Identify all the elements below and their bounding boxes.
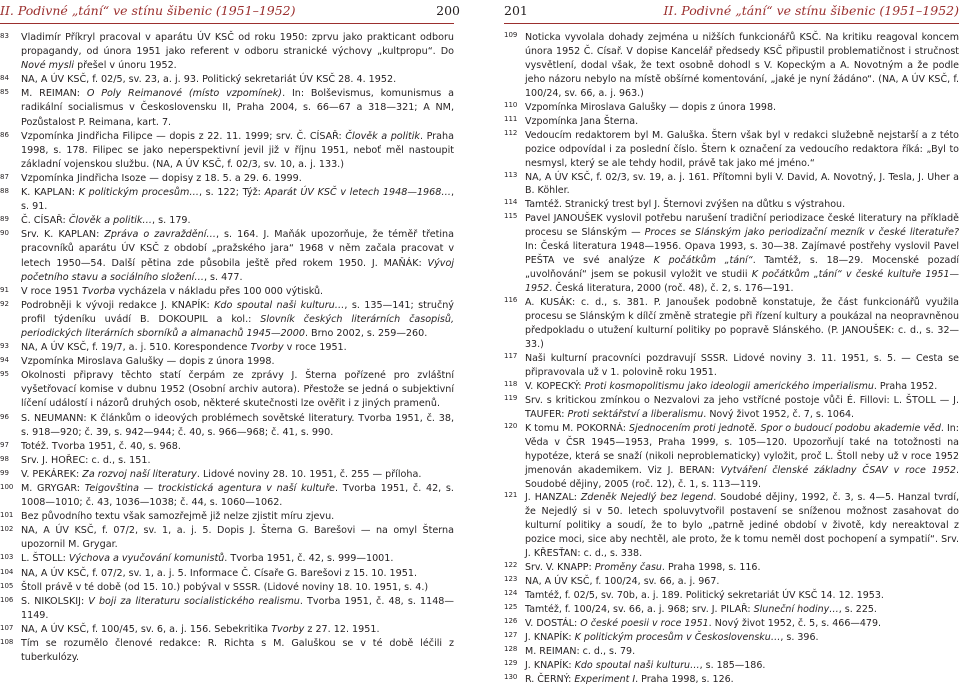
footnote-90 bbox=[0, 228, 454, 284]
footnote-italic-title: O české poesii v roce 1951 bbox=[580, 618, 709, 630]
footnote-number: 129 bbox=[504, 658, 518, 667]
footnote-italic-title: Sjednocením proti jednotě. Spor o budoucí podobu akademie věd bbox=[628, 422, 941, 434]
footnote-text: M. GRYGAR: bbox=[21, 483, 85, 494]
running-title: II. Podivné „tání“ ve stínu šibenic (1951–1952) bbox=[0, 3, 296, 18]
footnote-103 bbox=[0, 552, 454, 566]
footnote-text: In: Česká literatura 1948—1956. Opava 1993, s. 30—38. Zajímavé postřehy vyslovil Pavel PEŠTA ve své analýze bbox=[525, 241, 959, 267]
footnote-text: NA, A ÚV KSČ, f. 07/2, sv. 1, a. j. 5. Dopis J. Šterna G. Barešovi — na omyl Šterna upozornil M. Grygar. bbox=[21, 525, 454, 551]
footnote-text: V. KOPECKÝ: bbox=[525, 380, 585, 392]
footnote-121 bbox=[504, 491, 959, 561]
footnote-number: 90 bbox=[0, 229, 9, 238]
footnote-text: . Lidové noviny 28. 10. 1951, č. 255 — příloha. bbox=[196, 468, 422, 480]
footnote-number: 118 bbox=[504, 379, 518, 388]
footnote-number: 117 bbox=[504, 351, 518, 360]
footnote-number: 112 bbox=[504, 128, 518, 137]
footnote-text: . Brno 2002, s. 259—260. bbox=[304, 327, 428, 339]
footnote-98 bbox=[0, 454, 454, 468]
footnote-number: 116 bbox=[504, 296, 518, 305]
footnote-italic-title: Aparát ÚV KSČ v letech 1948—1968… bbox=[264, 187, 451, 199]
footnote-text: Noticka vyvolala dohady zejména u nižších funkcionářů KSČ. Na kritiku reagoval koncem února 1952 Č. Císař. V dopise Kancelář předsedy KSČ připustil problematičnost i stručnost vysvětlení, dodal však, že text osobně dohodl s V. Kopeckým a A. Novotným a že podle jeho názoru nebylo na místě obšírné komentování, „jaké je nyní žádáno“. (NA, A ÚV KSČ, f. 100/24, sv. 66, a. j. 963.) bbox=[525, 32, 959, 99]
footnote-number: 84 bbox=[0, 74, 9, 83]
footnote-italic-title: Člověk a politik… bbox=[68, 215, 153, 227]
footnote-italic-title: Zpráva o zavraždění… bbox=[104, 229, 217, 241]
footnote-text: Srv. J. HOŘEC: c. d., s. 151. bbox=[21, 454, 151, 466]
footnote-text: Tím se rozumělo členové redakce: R. Richta s M. Galuškou se v té době léčili z tuberkulózy. bbox=[21, 638, 454, 664]
footnote-text: Vladimír Příkryl pracoval v aparátu ÚV KSČ od roku 1950: zprvu jako prakticant odboru propagandy, od února 1951 jako referent v odboru stranické výchovy „kultpropu“. Do bbox=[21, 32, 454, 58]
footnote-text: Totéž. Tvorba 1951, č. 40, s. 968. bbox=[21, 440, 181, 452]
footnote-text: R. ČERNÝ: bbox=[525, 673, 575, 685]
footnote-text: , s. 396. bbox=[780, 631, 819, 643]
footnote-number: 83 bbox=[0, 32, 9, 40]
footnote-text: Okolnosti připravy těchto statí čerpám ze zprávy J. Šterna pořízené pro zvláštní vyšetřovací komise v dubnu 1952 (Osobní archiv autora). Přestože se jedná o subjektivní líčení událostí i názorů druhých osob, některé skutečnosti lze ověřit i z jiných pramenů. bbox=[21, 370, 454, 410]
footnote-84 bbox=[0, 73, 454, 87]
footnote-number: 92 bbox=[0, 299, 9, 308]
footnote-text: v roce 1951. bbox=[283, 342, 347, 354]
footnote-text: Vzpomínka Jindřicha Isoze — dopisy z 18. 5. a 29. 6. 1999. bbox=[21, 172, 302, 184]
footnote-124 bbox=[504, 589, 959, 603]
footnote-italic-title: Proti kosmopolitismu jako ideologii amerického imperialismu bbox=[584, 380, 874, 392]
footnote-text: M. REIMAN: bbox=[21, 88, 87, 100]
footnote-italic-title: Proces se Slánským jako periodizační mezník v české literatuře? bbox=[644, 227, 959, 239]
footnote-116 bbox=[504, 296, 959, 352]
footnote-text: L. ŠTOLL: bbox=[21, 553, 69, 565]
footnote-italic-title: K politickým procesům… bbox=[78, 187, 199, 199]
footnote-italic-title: Proti sektářství a liberalismu bbox=[567, 408, 704, 420]
footnote-italic-title: Teigovština — trockistická agentura v naší kultuře bbox=[84, 483, 335, 494]
footnote-text: V. DOSTÁL: bbox=[525, 618, 581, 630]
footnote-text: NA, A ÚV KSČ, f. 100/45, sv. 6, a. j. 156. Sebekritika bbox=[21, 623, 272, 635]
footnote-113 bbox=[504, 171, 959, 199]
footnote-127 bbox=[504, 631, 959, 645]
footnote-text: . Tvorba 1951, č. 42, s. 999—1001. bbox=[224, 553, 394, 565]
footnote-number: 120 bbox=[504, 421, 518, 430]
footnote-115 bbox=[504, 212, 959, 296]
footnote-text: Vzpomínka Miroslava Galušky — dopis z února 1998. bbox=[525, 101, 777, 113]
footnote-108 bbox=[0, 637, 454, 665]
footnote-italic-title: V boji za literaturu socialistického realismu bbox=[88, 595, 300, 607]
footnote-italic-title: Slovník českých literárních časopisů, periodických literárních sborníků a almanachů 1945—2000 bbox=[21, 313, 454, 339]
footnote-number: 100 bbox=[0, 483, 14, 491]
footnote-text: Tamtéž, f. 02/5, sv. 70b, a. j. 189. Politický sekretariát ÚV KSČ 14. 12. 1953. bbox=[525, 590, 884, 602]
footnote-text: . Praha 1998, s. 178. Filipec se jako neperspektivní jevil již v říjnu 1951, neboť měl nastoupit základní vojenskou službu. (NA, A ÚV KSČ, f. 02/3, sv. 10, a. j. 133.) bbox=[21, 130, 454, 170]
footnote-number: 128 bbox=[504, 644, 518, 653]
footnote-number: 127 bbox=[504, 630, 518, 639]
footnote-text: Tamtéž, f. 100/24, sv. 66, a. j. 968; srv. J. PILAŘ: bbox=[525, 604, 754, 616]
footnote-112 bbox=[504, 129, 959, 171]
footnote-text: , s. 185—186. bbox=[699, 659, 766, 671]
footnote-106 bbox=[0, 595, 454, 623]
footnote-102 bbox=[0, 524, 454, 552]
footnote-text: , s. 477. bbox=[203, 271, 243, 283]
footnote-text: . Tamtéž, s. 18—29. Mocenské pozadí „uvolňování“ jsem se pokusil vyložit ve studii bbox=[525, 255, 959, 281]
footnote-italic-title: Vytváření členské základny ČSAV v roce 1952 bbox=[720, 464, 956, 476]
footnote-87 bbox=[0, 172, 454, 186]
footnote-text: Srv. K. KAPLAN: bbox=[21, 229, 105, 241]
page-number: 201 bbox=[504, 3, 528, 18]
footnote-number: 93 bbox=[0, 342, 9, 351]
footnote-number: 109 bbox=[504, 31, 518, 39]
footnote-text: , s. 122; Týž: bbox=[198, 187, 265, 199]
footnote-text: NA, A ÚV KSČ, f. 19/7, a. j. 510. Korespondence bbox=[21, 342, 251, 354]
footnote-number: 104 bbox=[0, 567, 14, 576]
running-title: II. Podivné „tání“ ve stínu šibenic (1951–1952) bbox=[663, 3, 959, 18]
footnote-text: V. PEKÁREK: bbox=[21, 468, 83, 480]
footnote-text: . Tvorba 1951, č. 48, s. 1148—1149. bbox=[21, 595, 454, 621]
footnote-text: Vedoucím redaktorem byl M. Galuška. Štern však byl v redakci služebně nejstarší a z této pozice odpovídal i za poslední číslo. Štern k označení za vedoucího redaktora říká: „Byl to nesmysl, který se ale tehdy hodil, právě tak jako mé jméno.“ bbox=[525, 129, 959, 169]
footnote-number: 105 bbox=[0, 581, 14, 590]
footnote-italic-title: Sluneční hodiny… bbox=[753, 604, 839, 616]
footnote-126 bbox=[504, 617, 959, 631]
footnote-text: Pavel JANOUŠEK vyslovil potřebu narušení tradiční periodizace české literatury na příkladě procesu se Slánským — bbox=[525, 213, 959, 239]
footnote-text: . Nový život 1952, č. 7, s. 1064. bbox=[703, 408, 855, 420]
footnote-97 bbox=[0, 440, 454, 454]
footnote-text: . Nový život 1952, č. 5, s. 466—479. bbox=[708, 618, 882, 630]
footnote-text: , s. 91. bbox=[21, 187, 455, 213]
footnote-number: 111 bbox=[504, 114, 518, 123]
footnote-number: 115 bbox=[504, 212, 518, 221]
footnote-text: vycházela v nákladu přes 100 000 výtisků. bbox=[115, 285, 324, 297]
footnote-number: 108 bbox=[0, 638, 14, 647]
footnote-83 bbox=[0, 31, 454, 73]
footnote-text: Naši kulturní pracovníci pozdravují SSSR. Lidové noviny 3. 11. 1951, s. 5. — Cesta se připravovala už v 1. polovině roku 1951. bbox=[525, 352, 959, 378]
footnote-italic-title: Tvorby bbox=[271, 623, 305, 635]
footnote-text: , s. 179. bbox=[152, 215, 191, 227]
footnote-text: , s. 164. J. Maňák upozorňuje, že téměř třetina pracovníků aparátu ÚV KSČ z období „pražského jara“ 1968 v něm začala pracovat v letech 1950—54. Další pětina zde působila ještě před rokem 1950. J. MAŇÁK: bbox=[21, 229, 455, 269]
footnote-122 bbox=[504, 561, 959, 575]
footnote-111 bbox=[504, 115, 959, 129]
footnote-117 bbox=[504, 352, 959, 380]
footnote-125 bbox=[504, 603, 959, 617]
header-rule bbox=[0, 23, 454, 24]
footnote-italic-title: Nové mysli bbox=[21, 60, 75, 72]
footnote-99 bbox=[0, 468, 454, 482]
footnote-text: K. KAPLAN: bbox=[21, 187, 79, 199]
footnote-text: . Tvorba 1951, č. 42, s. 1008—1010; č. 43, 1036—1038; č. 44, s. 1060—1062. bbox=[21, 483, 454, 509]
footnote-text: V roce 1951 bbox=[21, 285, 82, 297]
footnote-129 bbox=[504, 659, 959, 673]
footnote-italic-title: Tvorba bbox=[81, 285, 116, 297]
footnote-italic-title: Kdo spoutal naši kulturu… bbox=[214, 299, 345, 311]
footnote-italic-title: K počátkům „tání“ bbox=[653, 255, 753, 267]
footnote-89 bbox=[0, 214, 454, 228]
footnote-86 bbox=[0, 130, 454, 172]
footnote-number: 121 bbox=[504, 491, 518, 500]
footnote-number: 102 bbox=[0, 525, 14, 534]
footnote-text: , s. 225. bbox=[838, 604, 877, 616]
footnote-text: J. KNAPÍK: bbox=[525, 659, 575, 671]
footnote-italic-title: Vývoj početního stavu a sociálního složení… bbox=[21, 257, 454, 283]
footnote-text: Štoll právě v té době (od 15. 10.) pobýval v SSSR. (Lidové noviny 18. 10. 1951, s. 4.) bbox=[21, 581, 429, 593]
footnote-text: Vzpomínka Jana Šterna. bbox=[525, 115, 639, 127]
footnote-text: S. NEUMANN: K článkům o ideových problémech sovětské literatury. Tvorba 1951, č. 38, s. 918—920; č. 39, s. 942—944; č. 40, s. 966—968; č. 41, s. 990. bbox=[21, 412, 454, 438]
footnote-text: . Soudobé dějiny, 1992, č. 3, s. 4—5. Hanzal tvrdí, že Nejedlý si v 50. letech spoluvytvořil postavení se sníženou možnost zasahovat do kulturní politiky a soudí, že to bylo „patrně jediné období v životě, kdy nereaktoval z pozice moci, sice aby nechtěl, ale proto, že k tomu neměl dost pochopení a sympatií“. Srv. J. KŘESŤAN: c. d., s. 338. bbox=[525, 492, 959, 560]
footnote-italic-title: Za rozvoj naší literatury bbox=[82, 468, 197, 480]
footnote-number: 123 bbox=[504, 575, 518, 584]
running-header bbox=[0, 3, 480, 23]
footnote-text: . Praha 1998, s. 116. bbox=[661, 562, 761, 574]
footnote-88 bbox=[0, 186, 454, 214]
footnote-number: 114 bbox=[504, 198, 518, 207]
footnote-128 bbox=[504, 645, 959, 659]
footnote-number: 119 bbox=[504, 393, 518, 402]
footnote-text: NA, A ÚV KSČ, f. 07/2, sv. 1, a. j. 5. Informace Č. Císaře G. Barešovi z 15. 10. 1951. bbox=[21, 567, 418, 579]
footnote-text: J. KNAPÍK: bbox=[525, 631, 575, 643]
footnote-text: . In: Bolševismus, komunismus a radikální socialismus v Československu II, Praha 2004, s. 66—67 a 318—321; A NM, Pozůstalost P. Reimana, kart. 7. bbox=[21, 88, 454, 128]
running-header bbox=[504, 3, 959, 23]
footnote-text: přešel v únoru 1952. bbox=[74, 60, 177, 72]
footnote-number: 94 bbox=[0, 356, 9, 365]
footnote-text: J. HANZAL: bbox=[525, 492, 581, 504]
footnote-94 bbox=[0, 355, 454, 369]
footnote-italic-title: K počátkům „tání“ v české kultuře 1951—1952 bbox=[525, 269, 959, 295]
page-number: 200 bbox=[436, 3, 460, 18]
footnote-italic-title: Experiment I bbox=[574, 673, 636, 685]
footnote-italic-title: O Poly Reimanové (místo vzpomínek) bbox=[86, 88, 283, 100]
header-rule bbox=[504, 23, 959, 24]
footnote-text: , s. 135—141; stručný profil týdeníku uvádí B. DOKOUPIL a kol.: bbox=[21, 299, 454, 325]
footnote-93 bbox=[0, 341, 454, 355]
footnote-text: Vzpomínka Miroslava Galušky — dopis z února 1998. bbox=[21, 356, 275, 368]
footnote-italic-title: Zdeněk Nejedlý bez legend bbox=[580, 492, 714, 504]
footnote-text: A. KUSÁK: c. d., s. 381. P. Janoušek podobně konstatuje, že část funkcionářů využila procesu se Slánským k dílčí změně strategie při řízení kultury a poukázal na neopravněnou předpokladu o utužení kulturní politiky po popravě Slánského. (P. JANOUŠEK: c. d., s. 32—33.) bbox=[525, 297, 959, 350]
footnote-text: Srv. s kritickou zmínkou o Nezvalovi za jeho vstřícné postoje vůči É. Fillovi: L. ŠTOLL — J. TAUFER: bbox=[525, 394, 959, 420]
footnote-number: 107 bbox=[0, 623, 14, 632]
footnote-italic-title: Člověk a politik bbox=[345, 130, 420, 142]
footnote-number: 95 bbox=[0, 370, 9, 379]
footnote-number: 96 bbox=[0, 412, 9, 421]
footnote-120 bbox=[504, 422, 959, 492]
footnote-text: Podrobněji k vývoji redakce J. KNAPÍK: bbox=[21, 299, 215, 311]
footnote-number: 103 bbox=[0, 553, 14, 562]
footnote-107 bbox=[0, 623, 454, 637]
footnote-105 bbox=[0, 581, 454, 595]
footnote-96 bbox=[0, 412, 454, 440]
footnote-text: Srv. V. KNAPP: bbox=[525, 562, 595, 574]
footnote-text: NA, A ÚV KSČ, f. 02/5, sv. 23, a. j. 93. Politický sekretariát ÚV KSČ 28. 4. 1952. bbox=[21, 74, 397, 86]
footnote-text: . Soudobé dějiny, 2005 (roč. 12), č. 1, s. 113—119. bbox=[525, 464, 959, 490]
footnote-number: 130 bbox=[504, 672, 518, 681]
footnote-118 bbox=[504, 380, 959, 394]
footnotes bbox=[504, 31, 959, 687]
footnote-number: 98 bbox=[0, 454, 9, 463]
footnote-text: K tomu M. POKORNÁ: bbox=[525, 422, 629, 434]
footnote-119 bbox=[504, 394, 959, 422]
footnote-91 bbox=[0, 285, 454, 299]
footnote-number: 99 bbox=[0, 468, 9, 477]
footnote-text: Vzpomínka Jindřicha Filipce — dopis z 22. 11. 1999; srv. Č. CÍSAŘ: bbox=[21, 130, 346, 142]
footnote-number: 113 bbox=[504, 170, 518, 179]
footnote-number: 124 bbox=[504, 589, 518, 598]
footnote-italic-title: Výchova a vyučování komunistů bbox=[68, 553, 225, 565]
footnote-110 bbox=[504, 101, 959, 115]
footnote-number: 89 bbox=[0, 215, 9, 224]
footnote-number: 101 bbox=[0, 511, 14, 520]
footnote-number: 122 bbox=[504, 561, 518, 570]
footnote-number: 86 bbox=[0, 130, 9, 139]
footnotes bbox=[0, 31, 454, 665]
footnote-number: 85 bbox=[0, 88, 9, 97]
footnote-text: . Praha 1998, s. 126. bbox=[635, 673, 734, 685]
footnote-92 bbox=[0, 299, 454, 341]
footnote-number: 97 bbox=[0, 440, 9, 449]
footnote-text: . In: Věda v ČSR 1945—1953, Praha 1999, s. 105—120. Upozorňují také na totožnosti na hypotéze, která se snaží (nikoli neproblematicky) vyložit, proč L. Štoll neby už v roce 1952 jmenován akademikem. Viz J. BERAN: bbox=[525, 422, 959, 476]
footnote-number: 110 bbox=[504, 100, 518, 109]
footnote-text: NA, A ÚV KSČ, f. 02/3, sv. 19, a. j. 161. Přítomni byli V. David, A. Novotný, J. Tesla, J. Uher a B. Köhler. bbox=[525, 171, 959, 197]
footnote-104 bbox=[0, 567, 454, 581]
footnote-italic-title: Tvorby bbox=[250, 342, 284, 354]
footnote-130 bbox=[504, 673, 959, 687]
footnote-101 bbox=[0, 510, 454, 524]
footnote-italic-title: Proměny času bbox=[594, 562, 662, 574]
footnote-text: M. REIMAN: c. d., s. 79. bbox=[525, 645, 636, 657]
footnote-114 bbox=[504, 198, 959, 212]
footnote-number: 125 bbox=[504, 603, 518, 612]
footnote-italic-title: K politickým procesům v Československu… bbox=[574, 631, 781, 643]
footnote-text: . Praha 1952. bbox=[873, 380, 938, 392]
footnote-text: z 27. 12. 1951. bbox=[304, 623, 380, 635]
footnote-text: Bez původního textu však samozřejmě již nelze zjistit míru zjevu. bbox=[21, 511, 335, 523]
footnote-text: Tamtéž. Stranický trest byl J. Šternovi zvýšen na důtku s výstrahou. bbox=[525, 199, 846, 211]
footnote-number: 88 bbox=[0, 187, 9, 196]
footnote-text: . Česká literatura, 2000 (roč. 48), č. 2, s. 176—191. bbox=[549, 283, 794, 295]
footnote-number: 126 bbox=[504, 617, 518, 626]
footnote-100 bbox=[0, 482, 454, 510]
footnote-number: 87 bbox=[0, 172, 9, 181]
footnote-text: Č. CÍSAŘ: bbox=[21, 215, 69, 227]
footnote-italic-title: Kdo spoutal naši kulturu… bbox=[574, 659, 700, 671]
footnote-109 bbox=[504, 31, 959, 101]
footnote-95 bbox=[0, 369, 454, 411]
footnote-number: 91 bbox=[0, 285, 9, 294]
right-page bbox=[480, 0, 959, 693]
footnote-text: S. NIKOLSKIJ: bbox=[21, 595, 89, 607]
footnote-85 bbox=[0, 87, 454, 129]
footnote-123 bbox=[504, 575, 959, 589]
footnote-number: 106 bbox=[0, 595, 14, 604]
footnote-text: NA, A ÚV KSČ, f. 100/24, sv. 66, a. j. 967. bbox=[525, 576, 720, 588]
